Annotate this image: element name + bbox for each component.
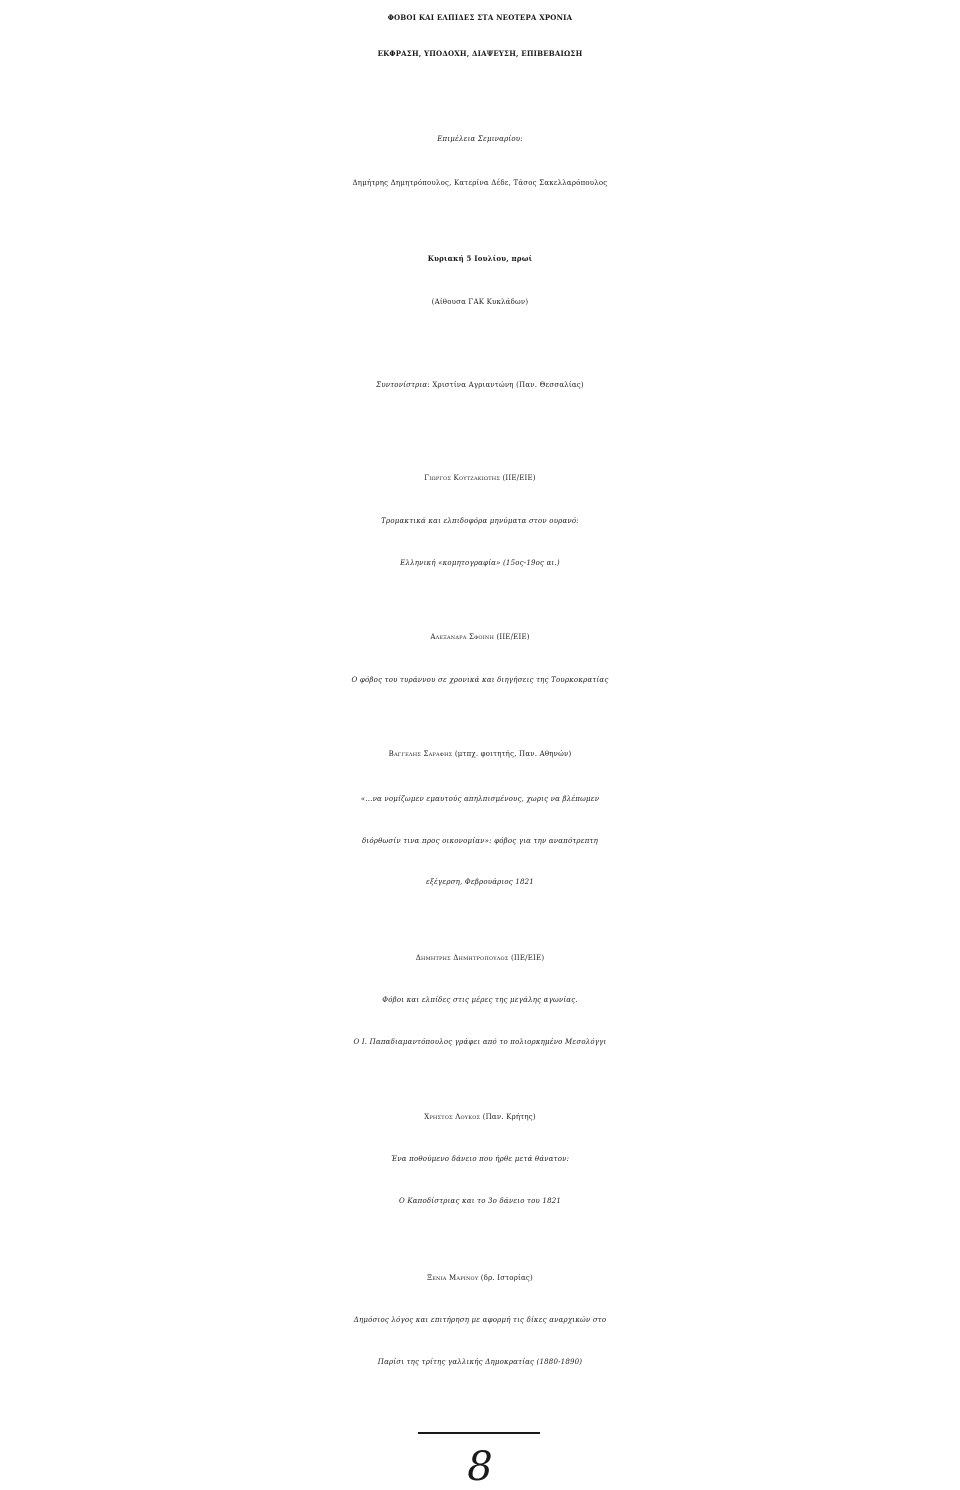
talk-speaker-line: [0, 737, 960, 771]
talk-speaker-line: [0, 941, 960, 975]
talk-title-line: Φόβοι και ελπίδες στις μέρες της μεγάλης αγωνίας.: [382, 996, 578, 1004]
talk-title-line: Τρομακτικά και ελπιδοφόρα μηνύματα στον ουρανό:: [381, 517, 579, 525]
talk-affiliation: (ΙΙΕ/ΕΙΕ): [500, 474, 536, 482]
talk-title-line: Ο Ι. Παπαδιαμαντόπουλος γράφει από το πολιορκημένο Μεσολόγγι: [353, 1038, 607, 1046]
session-time: Κυριακή 5 Ιουλίου, πρωί: [427, 254, 533, 263]
talk-title-line: Ο φόβος του τυράννου σε χρονικά και διηγήσεις της Τουρκοκρατίας: [351, 676, 609, 684]
footer-rule: [418, 1432, 540, 1434]
talk-speaker-line: [0, 620, 960, 654]
talk-title-line: διόρθωσίν τινα προς οικονομίαν»: φόβος για την αναπότρεπτη: [362, 837, 598, 845]
talk-speaker-name: Γιωργος Κουτζακιωτης: [424, 474, 501, 482]
talk-title-line: Ο Καποδίστριας και το 3ο δάνειο του 1821: [398, 1197, 562, 1205]
heading-title-line-1: ΦΟΒΟΙ ΚΑΙ ΕΛΠΙΔΕΣ ΣΤΑ ΝΕΟΤΕΡΑ ΧΡΟΝΙΑ: [387, 13, 573, 22]
talk-speaker-name: Ξενια Μαρινου: [427, 1274, 479, 1282]
talk-speaker-name: Βαγγελης Σαραφης: [388, 750, 453, 758]
editors-names: Δημήτρης Δημητρόπουλος, Κατερίνα Δέδε, Τάσος Σακελλαρόπουλος: [352, 179, 608, 187]
moderator-label: Συντονίστρια: [376, 381, 428, 389]
talk-title-line: Παρίσι της τρίτης γαλλικής Δημοκρατίας (1880-1890): [377, 1358, 583, 1366]
talk-title-line: Ένα ποθούμενο δάνειο που ήρθε μετά θάνατον:: [390, 1155, 570, 1163]
talk-speaker-line: [0, 1100, 960, 1134]
page-number: 8: [467, 1444, 493, 1490]
moderator-name: : Χριστίνα Αγριαντώνη (Παν. Θεσσαλίας): [427, 381, 584, 389]
talk-speaker-line: [0, 461, 960, 495]
talk-affiliation: (ΙΙΕ/ΕΙΕ): [494, 633, 530, 641]
editors-label: Επιμέλεια Σεμιναρίου:: [437, 135, 523, 143]
talk-affiliation: (μτπχ. φοιτητής, Παν. Αθηνών): [452, 750, 572, 758]
talk-speaker-name: Χρηστος Λουκος: [424, 1113, 481, 1121]
talk-affiliation: (Παν. Κρήτης): [480, 1113, 536, 1121]
talk-title-line: Δημόσιος λόγος και επιτήρηση με αφορμή τις δίκες αναρχικών στο: [353, 1316, 607, 1324]
talk-affiliation: (δρ. Ιστορίας): [478, 1274, 533, 1282]
talk-speaker-name: Δημητρης Δημητροπουλος: [415, 954, 509, 962]
talk-speaker-line: [0, 1261, 960, 1295]
talk-title-line: Ελληνική «κομητογραφία» (15ος-19ος αι.): [400, 559, 560, 567]
heading-title-line-2: ΕΚΦΡΑΣΗ, ΥΠΟΔΟΧΗ, ΔΙΑΨΕΥΣΗ, ΕΠΙΒΕΒΑΙΩΣΗ: [377, 49, 583, 58]
session-room: (Αίθουσα ΓΑΚ Κυκλάδων): [431, 298, 529, 306]
talk-affiliation: (ΙΙΕ/ΕΙΕ): [508, 954, 545, 962]
moderator-line: [0, 368, 960, 402]
talk-title-line: «...να νομίζωμεν εμαυτούς απηλπισμένους, χωρις να βλέπωμεν: [360, 795, 600, 803]
talk-title-line: εξέγερση, Φεβρουάριος 1821: [426, 878, 534, 886]
talk-speaker-name: Αλεξανδρα Σφοινη: [430, 633, 495, 641]
